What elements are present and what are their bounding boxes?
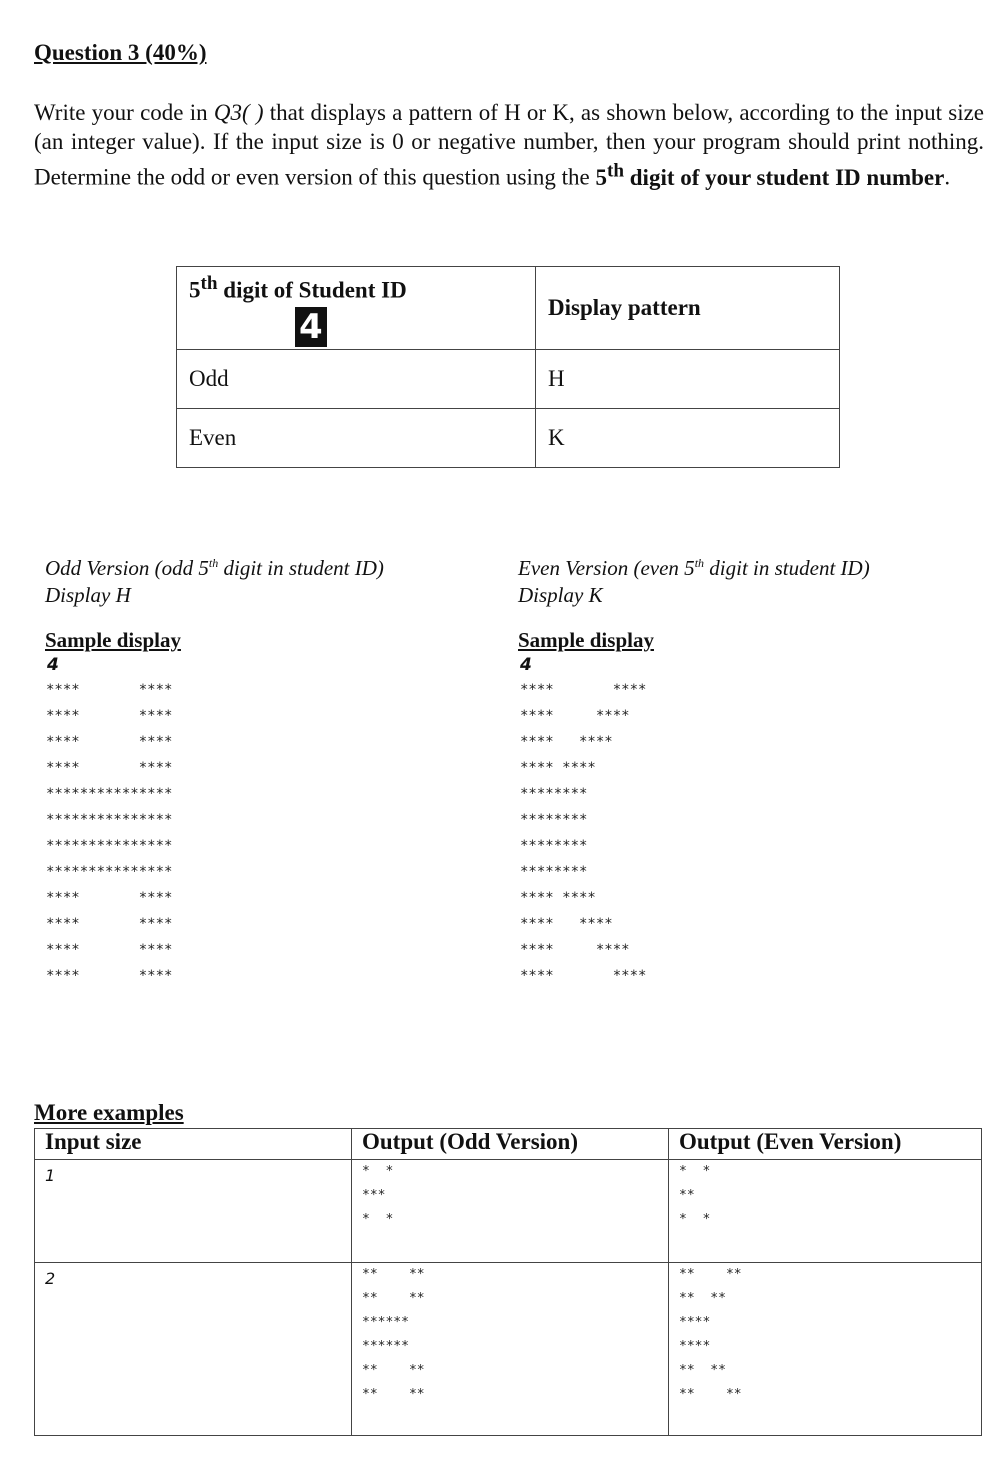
question-text: [34, 98, 984, 192]
examples-header: Output (Odd Version): [352, 1129, 669, 1160]
digit-table-header-2: Display pattern: [536, 267, 840, 350]
examples-table: [34, 1128, 982, 1436]
question-text-part2: that displays a pattern of H or K, as shown below, according to the input size (an integer value). If the input size is 0 or negative number, then your program should print nothing. Determine the odd or even version of this question using the: [34, 100, 984, 190]
more-examples-title: More examples: [34, 1100, 184, 1125]
question-text-part1: Write your code in: [34, 100, 214, 125]
odd-version-label: Odd Version (odd 5th digit in student ID): [45, 556, 384, 580]
odd-version-section: [45, 550, 384, 609]
digit-table-cell: Even: [177, 409, 536, 468]
question-text-bold: 5th digit of your student ID number: [595, 160, 945, 190]
question-text-end: .: [944, 164, 951, 190]
example-odd-output: * * *** * *: [352, 1160, 669, 1263]
table-row: [35, 1160, 982, 1263]
digit-table-cell: K: [536, 409, 840, 468]
digit-table-header-1: 5th digit of Student ID 4: [177, 267, 536, 350]
digit-table-cell: H: [536, 350, 840, 409]
example-even-output: * * ** * *: [669, 1160, 982, 1263]
even-version-label: Even Version (even 5th digit in student ID): [518, 556, 870, 580]
odd-sample-title: Sample display: [45, 628, 181, 652]
digit-table: [176, 266, 840, 468]
examples-header: Input size: [35, 1129, 352, 1160]
highlighted-digit: 4: [295, 307, 327, 347]
examples-header: Output (Even Version): [669, 1129, 982, 1160]
digit-table-cell: Odd: [177, 350, 536, 409]
even-pattern: **** **** **** **** **** **** **** **** ******** ******** ******** ******** **** **** **** **** **** **** **** ****: [520, 682, 647, 984]
example-input: 2: [35, 1263, 352, 1436]
even-sample-title: Sample display: [518, 628, 654, 652]
even-sample-input: 4: [520, 655, 532, 675]
odd-version-display: Display H: [45, 583, 131, 607]
example-even-output: ** ** ** ** **** **** ** ** ** **: [669, 1263, 982, 1436]
odd-sample-input: 4: [47, 655, 59, 675]
question-heading: Question 3 (40%): [34, 40, 207, 65]
even-version-display: Display K: [518, 583, 603, 607]
example-input: 1: [35, 1160, 352, 1263]
table-row: [35, 1263, 982, 1436]
function-name: Q3( ): [213, 100, 264, 125]
even-version-section: [518, 550, 870, 609]
odd-pattern: **** **** **** **** **** **** **** **** *************** *************** *************** *************** **** **** **** **** **** **** **** ****: [46, 682, 173, 984]
example-odd-output: ** ** ** ** ****** ****** ** ** ** **: [352, 1263, 669, 1436]
